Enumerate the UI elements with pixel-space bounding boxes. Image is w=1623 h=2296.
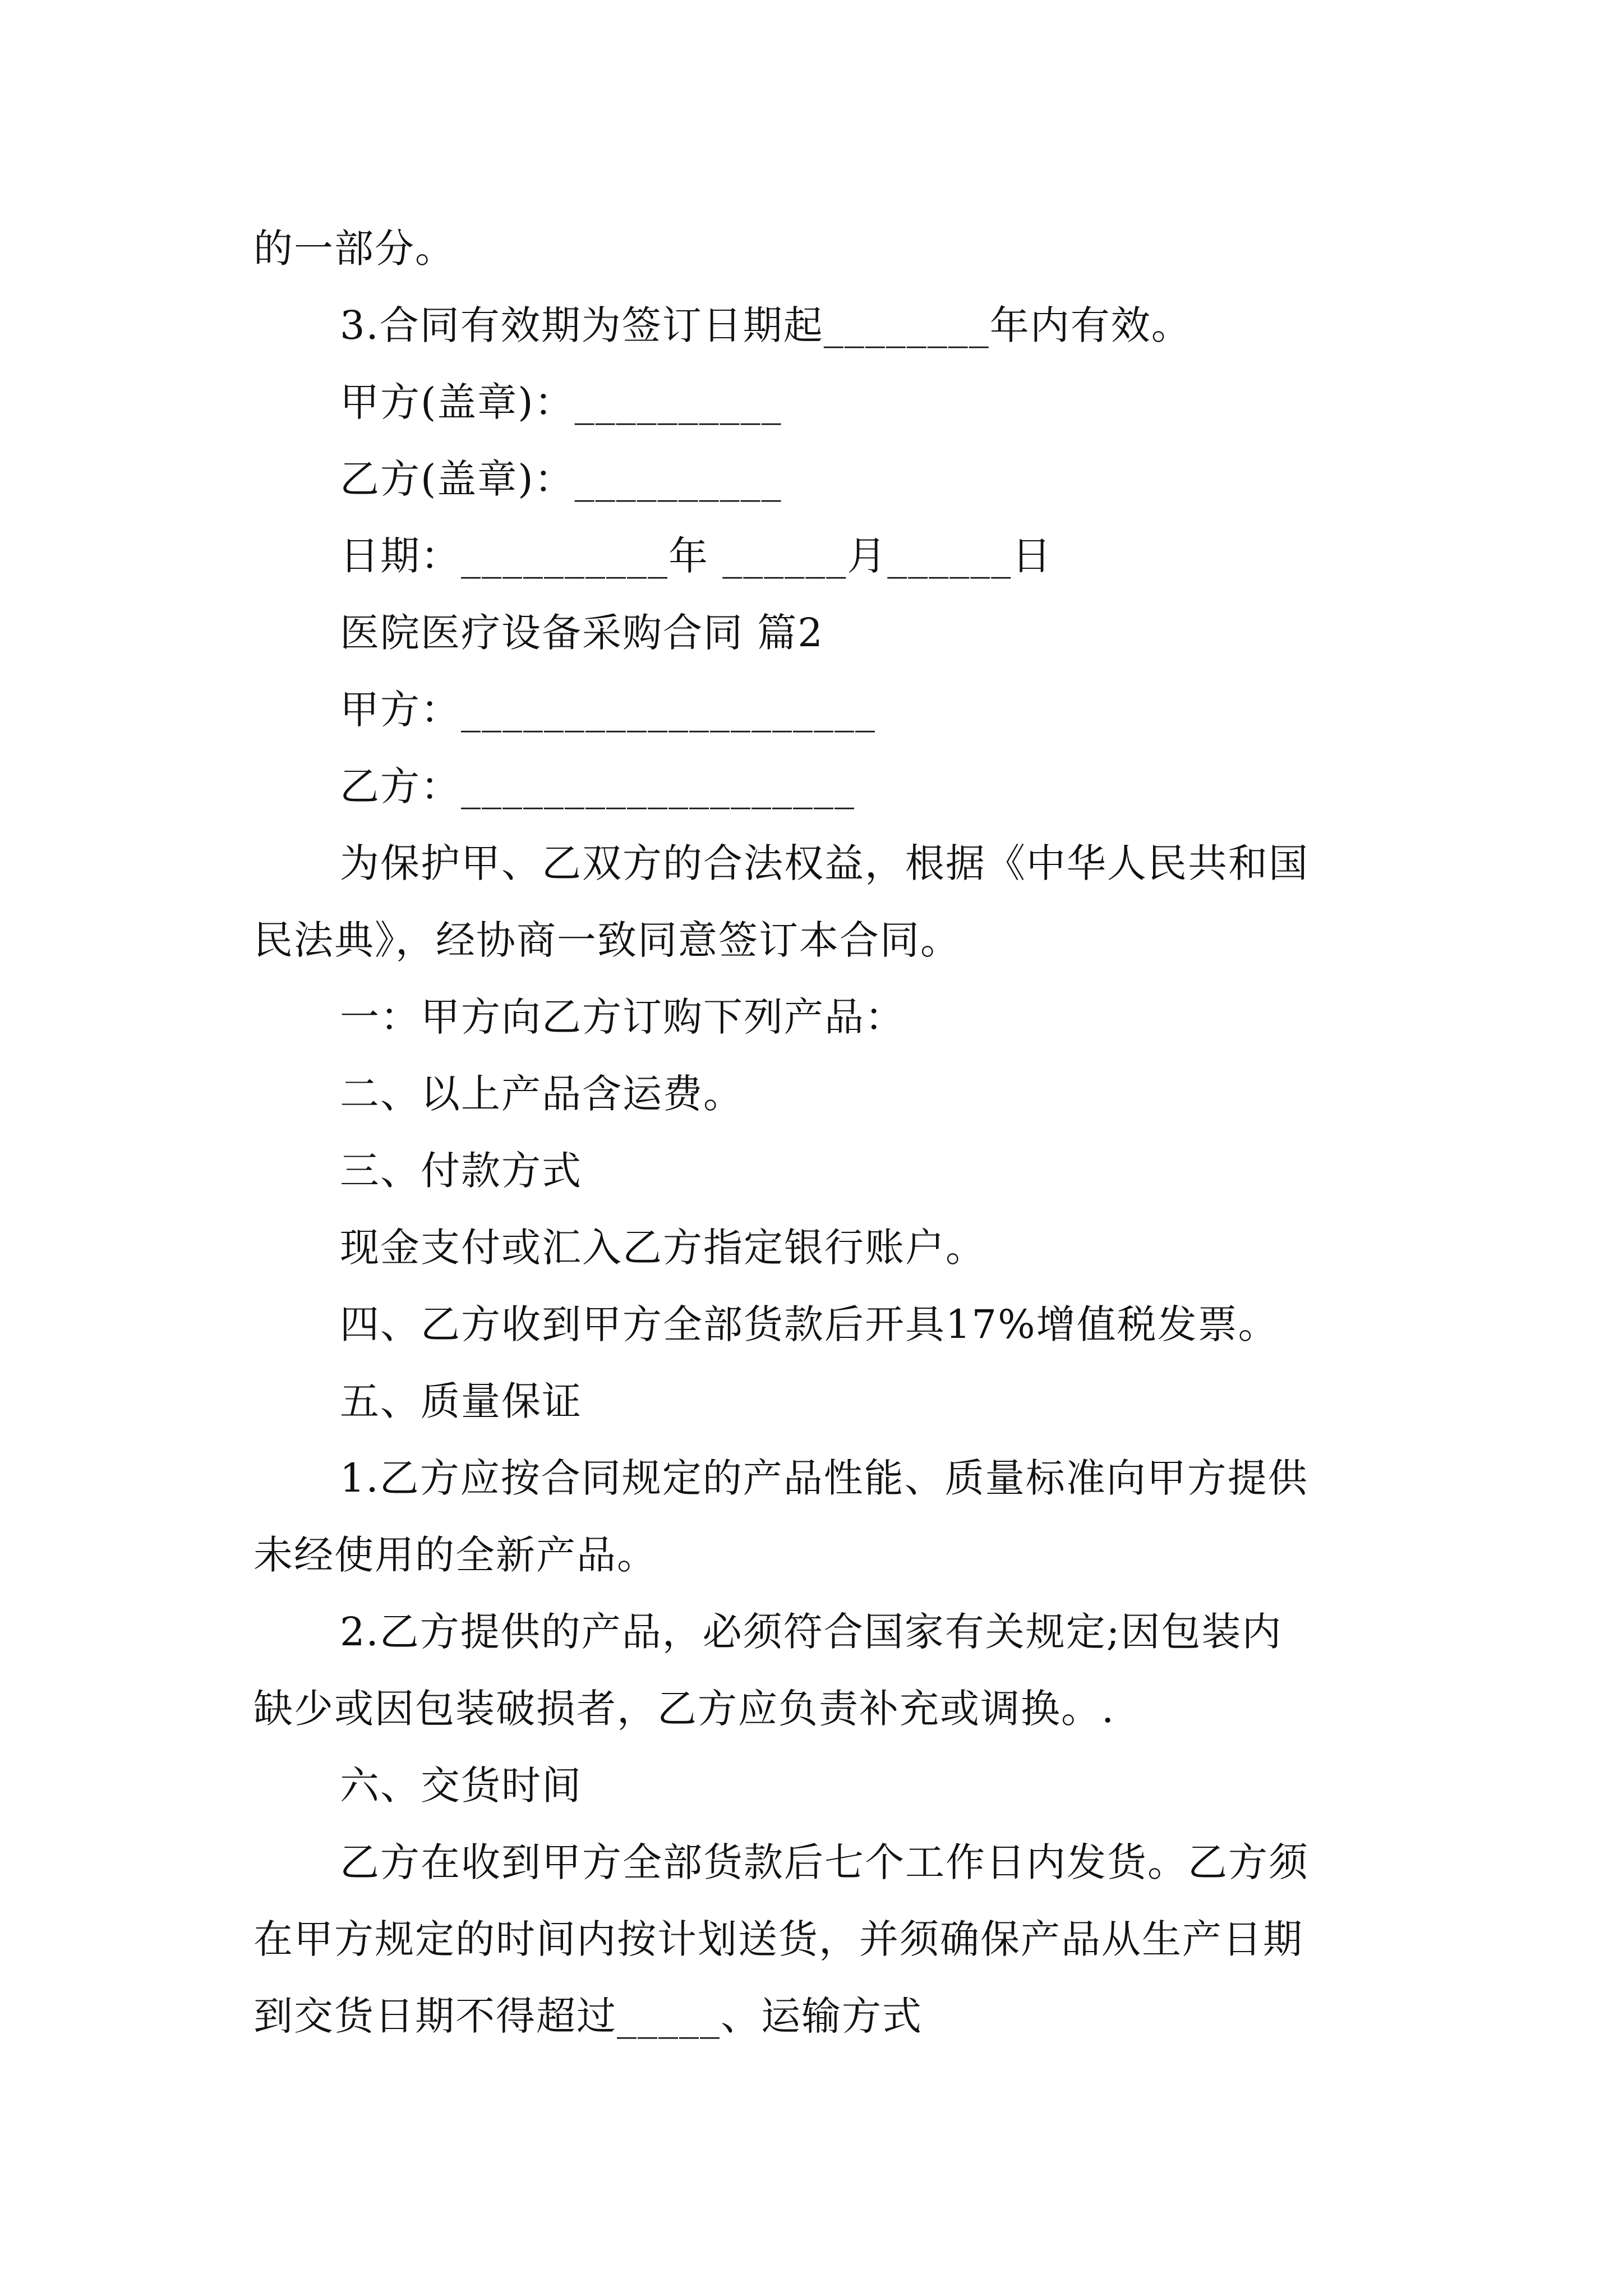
- text-line: 民法典》，经协商一致同意签订本合同。: [253, 917, 961, 963]
- text-line: 五、质量保证: [340, 1378, 582, 1424]
- text-line: 3.合同有效期为签订日期起________年内有效。: [340, 302, 1192, 348]
- text-line: 现金支付或汇入乙方指定银行账户。: [340, 1225, 986, 1271]
- text-line: 乙方：___________________: [340, 763, 855, 809]
- text-line: 日期：__________年 ______月______日: [340, 533, 1053, 579]
- text-line: 乙方在收到甲方全部货款后七个工作日内发货。乙方须: [340, 1839, 1309, 1885]
- text-line: 六、交货时间: [340, 1763, 582, 1809]
- text-line: 到交货日期不得超过_____、运输方式: [253, 1993, 923, 2039]
- text-line: 1.乙方应按合同规定的产品性能、质量标准向甲方提供: [340, 1455, 1308, 1501]
- text-line: 二、以上产品含运费。: [340, 1071, 744, 1117]
- text-line: 的一部分。: [253, 226, 455, 272]
- text-line: 一：甲方向乙方订购下列产品：: [340, 994, 905, 1040]
- text-line: 为保护甲、乙双方的合法权益，根据《中华人民共和国: [340, 840, 1309, 886]
- text-line: 在甲方规定的时间内按计划送货，并须确保产品从生产日期: [253, 1916, 1303, 1962]
- section-title: 医院医疗设备采购合同 篇2: [340, 610, 824, 656]
- text-line: 2.乙方提供的产品，必须符合国家有关规定;因包装内: [340, 1609, 1283, 1655]
- text-line: 缺少或因包装破损者，乙方应负责补充或调换。.: [253, 1686, 1115, 1732]
- text-line: 甲方(盖章)：__________: [340, 379, 782, 425]
- text-line: 乙方(盖章)：__________: [340, 456, 782, 502]
- text-line: 三、付款方式: [340, 1148, 582, 1194]
- text-line: 四、乙方收到甲方全部货款后开具17%增值税发票。: [340, 1301, 1279, 1347]
- text-line: 甲方：____________________: [340, 687, 876, 733]
- document-body: [253, 210, 1392, 2055]
- text-line: 未经使用的全新产品。: [253, 1532, 657, 1578]
